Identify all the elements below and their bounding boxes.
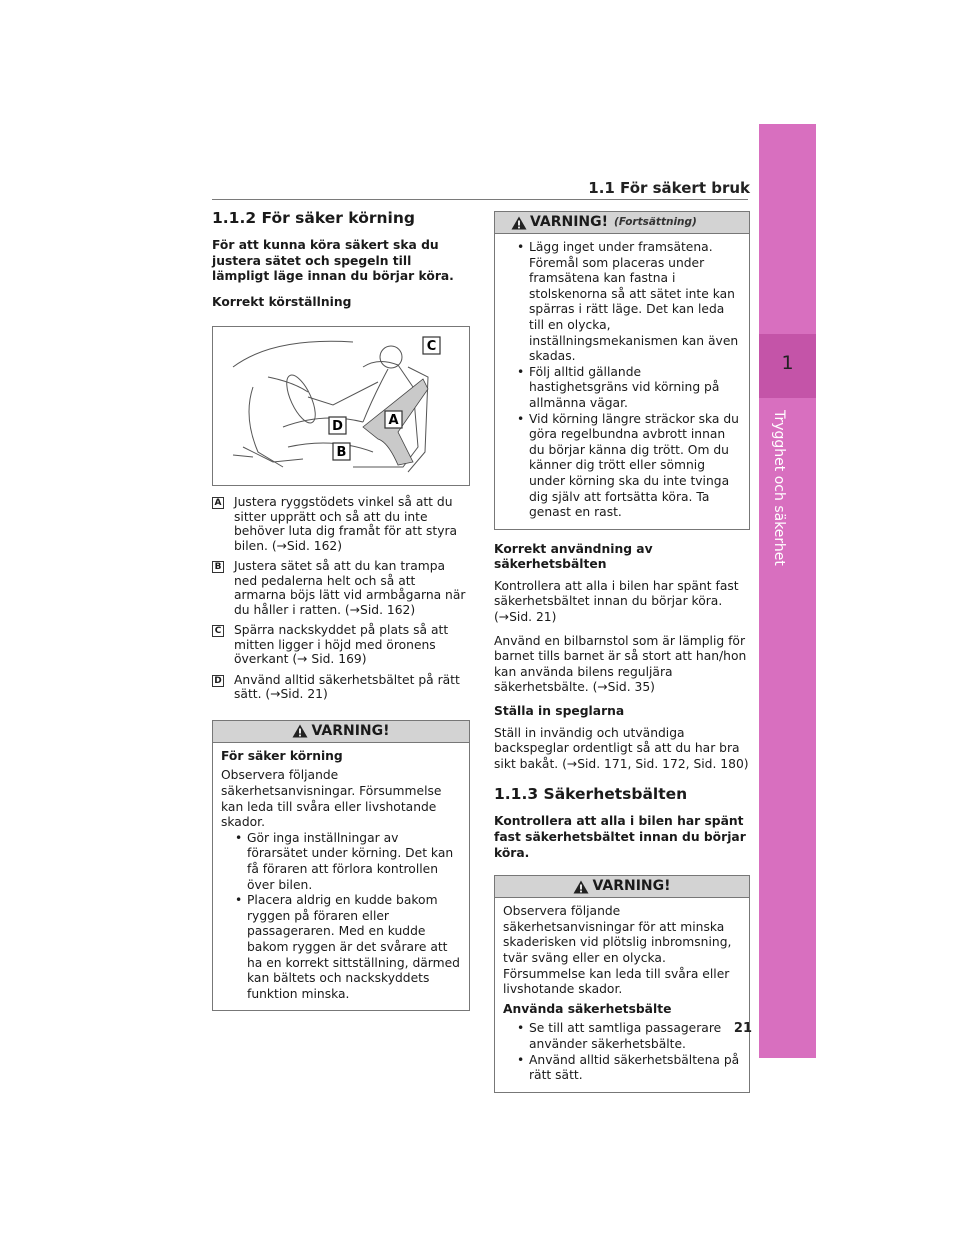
callout-text: Använd alltid säkerhetsbältet på rätt sätt. (→Sid. 21) (234, 672, 460, 702)
callout-b (212, 559, 470, 617)
subhead-belt-use: Korrekt användning av säkerhetsbälten (494, 541, 653, 572)
warning-bullets (221, 831, 461, 1003)
right-column (494, 211, 750, 1093)
subhead-driving-position: Korrekt körställning (212, 294, 352, 309)
page-header: 1.1 För säkert bruk (588, 179, 750, 197)
warning-header (495, 876, 749, 898)
warning-triangle-icon (573, 880, 589, 894)
warning-bullet: • Se till att samtliga passagerare använder säkerhetsbälte. (503, 1021, 741, 1052)
paragraph-mirrors: Ställ in invändig och utvändiga backspeglar ordentligt så att du har bra sikt bakåt. (→Sid. 171, Sid. 172, Sid. 180) (494, 725, 749, 771)
callout-badge: C (212, 625, 224, 637)
warning-bullet: • Gör inga inställningar av förarsätet under körning. Det kan få föraren att förlora kontrollen över bilen. (221, 831, 461, 893)
warning-intro: Observera följande säkerhetsanvisningar för att minska skaderisken vid plötslig inbromsning, tvär sväng eller en olycka. Försummelse kan leda till svåra eller livshotande skador. (503, 904, 732, 997)
callout-badge: A (212, 497, 224, 509)
warning-body (495, 898, 749, 1092)
chapter-side-tab (759, 124, 816, 1058)
callout-text: Justera ryggstödets vinkel så att du sitter upprätt och så att du inte behöver luta dig framåt för att styra bilen. (→Sid. 162) (234, 495, 458, 553)
chapter-number: 1 (781, 352, 794, 374)
paragraph-child-seat: Använd en bilbarnstol som är lämplig för barnet tills barnet är så stort att han/hon kan använda bilens reguljära säkerhetsbälte. (→Sid. 35) (494, 633, 747, 695)
section-heading-1-1-3: 1.1.3 Säkerhetsbälten (494, 785, 688, 804)
warning-triangle-icon (292, 724, 308, 738)
chapter-label: Trygghet och säkerhet (771, 410, 787, 566)
warning-bullet: • Vid körning längre sträckor ska du göra regelbundna avbrott innan du börjar känna dig trött. Om du känner dig trött eller sömnig under körning ska du inte tvinga dig själv att fortsätta köra. Ta genast en rast. (503, 412, 741, 521)
callout-text: Spärra nackskyddet på plats så att mitten ligger i höjd med öronens överkant (→ Sid. 169) (234, 623, 449, 667)
warning-subtitle: Använda säkerhetsbälte (503, 1001, 672, 1016)
warning-bullets (503, 1021, 741, 1083)
callout-badge: B (212, 561, 224, 573)
driver-seat-drawing (213, 327, 469, 485)
paragraph-belt-check: Kontrollera att alla i bilen har spänt fast säkerhetsbältet innan du börjar köra. (→Sid. 21) (494, 578, 739, 625)
label-a: A (388, 413, 399, 429)
warning-box-seatbelts (494, 875, 750, 1093)
warning-title: VARNING! (311, 722, 390, 739)
driving-position-illustration (212, 326, 470, 486)
warning-continuation-label: (Fortsättning) (614, 215, 697, 228)
callout-text: Justera sätet så att du kan trampa ned pedalerna helt och så att armarna böjs lätt vid armbågarna när du håller i ratten. (→Sid. 162) (234, 559, 466, 617)
label-d: D (332, 419, 343, 435)
page-number: 21 (733, 1021, 752, 1036)
warning-header (213, 721, 469, 743)
warning-body (495, 234, 749, 529)
warning-header (495, 212, 749, 234)
warning-subtitle: För säker körning (221, 748, 343, 763)
warning-bullet: • Använd alltid säkerhetsbältena på rätt sätt. (503, 1053, 741, 1084)
warning-triangle-icon (511, 216, 527, 230)
warning-title: VARNING! (592, 877, 671, 894)
label-b: B (336, 445, 347, 461)
header-rule (212, 199, 748, 200)
warning-bullet: • Följ alltid gällande hastighetsgräns vid körning på allmänna vägar. (503, 365, 741, 412)
warning-intro: Observera följande säkerhetsanvisningar. Försummelse kan leda till svåra eller livshotande skador. (221, 768, 442, 830)
warning-box-continued (494, 211, 750, 530)
warning-body (213, 743, 469, 1011)
warning-bullet: • Lägg inget under framsätena. Föremål som placeras under framsätena kan fastna i stolskenorna så att sätet inte kan spärras i rätt läge. Det kan leda till en olycka, inställningsmekanismen kan även skadas. (503, 240, 741, 365)
left-column (212, 208, 470, 1011)
warning-bullet: • Placera aldrig en kudde bakom ryggen på föraren eller passageraren. Med en kudde bakom ryggen är det svårare att ha en korrekt sittställning, därmed kan bältets och nackskyddets funktion minska. (221, 893, 461, 1002)
subhead-mirrors: Ställa in speglarna (494, 704, 625, 719)
warning-bullets (503, 240, 741, 521)
callout-a (212, 495, 470, 553)
label-c: C (426, 339, 437, 355)
warning-title: VARNING! (530, 213, 609, 230)
callout-d (212, 673, 470, 702)
section-lead: För att kunna köra säkert ska du justera sätet och spegeln till lämpligt läge innan du börjar köra. (212, 238, 454, 284)
warning-box-safe-driving (212, 720, 470, 1012)
callout-badge: D (212, 675, 224, 687)
section-heading-1-1-2: 1.1.2 För säker körning (212, 209, 415, 227)
callout-c (212, 623, 470, 667)
section-lead-belts: Kontrollera att alla i bilen har spänt fast säkerhetsbältet innan du börjar köra. (494, 814, 746, 860)
